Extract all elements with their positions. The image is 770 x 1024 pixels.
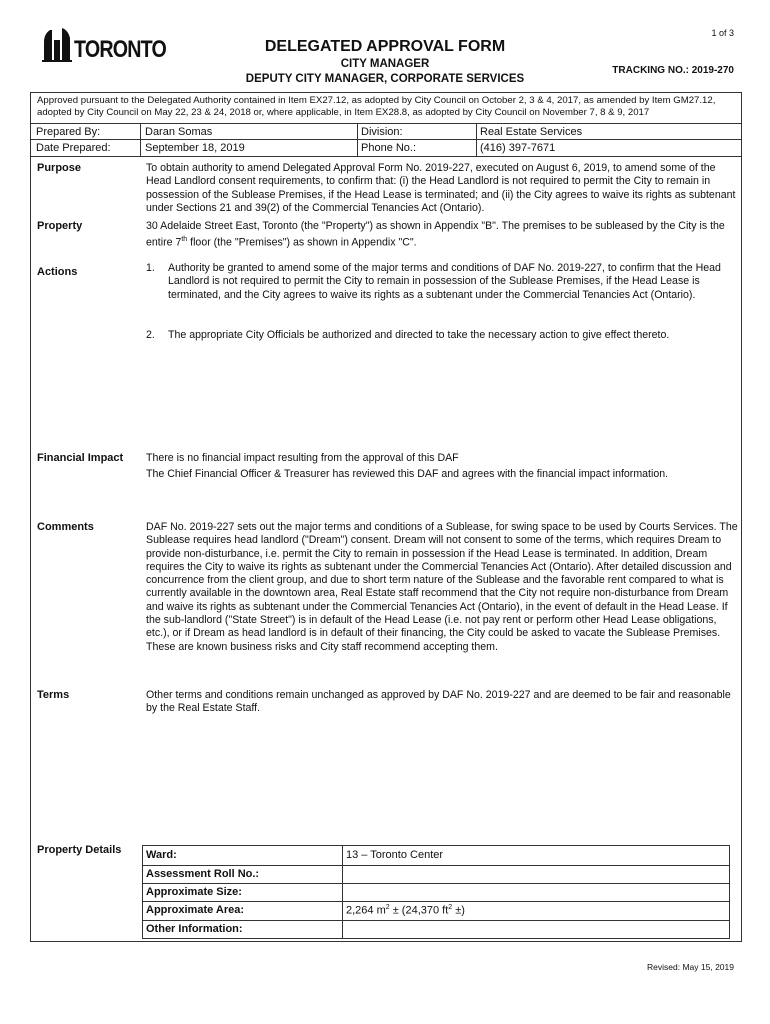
action-1-number: 1. xyxy=(146,262,155,274)
purpose-label: Purpose xyxy=(37,162,82,174)
divider xyxy=(30,123,742,124)
date-prepared-value: September 18, 2019 xyxy=(145,142,245,154)
financial-impact-label: Financial Impact xyxy=(37,452,124,464)
assessment-roll-label: Assessment Roll No.: xyxy=(146,868,260,880)
property-label: Property xyxy=(37,220,83,232)
property-text-b: floor (the "Premises") as shown in Appendix "C". xyxy=(187,236,417,249)
area-sup-2: 2 xyxy=(448,904,453,911)
property-details-label: Property Details xyxy=(37,844,122,856)
comments-label: Comments xyxy=(37,521,94,533)
area-part-b: ± (24,370 ft xyxy=(389,904,449,917)
subtitle-city-manager: CITY MANAGER xyxy=(340,58,430,70)
area-sup-1: 2 xyxy=(385,904,390,911)
approved-text: Approved pursuant to the Delegated Authority contained in Item EX27.12, as adopted by City Council on October 2, 3 & 4, 2017, as amended by Item GM27.12, adopted by City Council on May 22, 23 & 24, 2018 or, where applicable, in Item EX28.8, as adopted by City Council on November 7, 8 & 9, 2017 xyxy=(37,95,716,118)
ward-label: Ward: xyxy=(146,849,177,861)
action-2-text: The appropriate City Officials be authorized and directed to take the necessary action to give effect thereto. xyxy=(168,329,670,341)
purpose-text: To obtain authority to amend Delegated Approval Form No. 2019-227, executed on August 6, 2019, to amend some of the Head Landlord consent requirements, to confirm that: (i) the Head Landlord is not required to permit the City to remain in possession of the Sublease Premises, if the Head Lease is terminated; and (ii) the City agrees to waive its rights as subtenant under Sections 21 and 39(2) of the Commercial Tenancies Act (Ontario). xyxy=(146,162,736,214)
subtitle-deputy: DEPUTY CITY MANAGER, CORPORATE SERVICES xyxy=(245,73,525,85)
area-part-c: ±) xyxy=(452,904,465,917)
actions-label: Actions xyxy=(37,266,78,278)
divider xyxy=(140,123,141,156)
property-details-table xyxy=(142,845,730,939)
divider xyxy=(30,156,742,157)
financial-impact-line-1: There is no financial impact resulting from the approval of this DAF xyxy=(146,452,459,464)
phone-label: Phone No.: xyxy=(361,142,417,154)
other-information-label: Other Information: xyxy=(146,923,243,935)
action-1-text: Authority be granted to amend some of the major terms and conditions of DAF No. 2019-227, to confirm that the Head Landlord is not required to permit the City to remain in possession of the Sublease Premises, if the Head Lease is terminated, and the City agrees to waive its rights as a subtenant under the Commercial Tenancies Act (Ontario). xyxy=(168,262,721,301)
ward-value: 13 – Toronto Center xyxy=(346,849,444,861)
date-prepared-label: Date Prepared: xyxy=(36,142,111,154)
approximate-area-label: Approximate Area: xyxy=(146,904,245,916)
terms-text: Other terms and conditions remain unchanged as approved by DAF No. 2019-227 and are deemed to be fair and reasonable by the Real Estate Staff. xyxy=(146,689,731,715)
form-title: DELEGATED APPROVAL FORM xyxy=(264,38,506,55)
property-text-a: 30 Adelaide Street East, Toronto (the "Property") as shown in Appendix "B". The premises to be subleased by the City is the entire 7 xyxy=(146,220,725,249)
property-sup: th xyxy=(181,236,188,244)
property-text xyxy=(146,220,738,250)
revised-date: Revised: May 15, 2019 xyxy=(647,962,734,972)
divider xyxy=(476,123,477,156)
tracking-number: TRACKING NO.: 2019-270 xyxy=(612,65,734,76)
division-label: Division: xyxy=(361,126,403,138)
action-2-number: 2. xyxy=(146,329,155,341)
logo-wordmark: TORONTO xyxy=(74,36,166,63)
division-value: Real Estate Services xyxy=(480,126,583,138)
phone-value: (416) 397-7671 xyxy=(480,142,556,154)
financial-impact-line-2: The Chief Financial Officer & Treasurer has reviewed this DAF and agrees with the financial impact information. xyxy=(146,468,669,480)
divider xyxy=(30,139,742,140)
terms-label: Terms xyxy=(37,689,70,701)
divider xyxy=(357,123,358,156)
approximate-size-label: Approximate Size: xyxy=(146,886,242,898)
comments-text: DAF No. 2019-227 sets out the major terms and conditions of a Sublease, for swing space to be used by Courts Services. The Sublease requires head landlord ("Dream") consent. Dream will not consent to some of the terms, which requires Dream to provide non-disturbance, i.e. permit the City to remain in possession if the Head Lease is terminated. In addition, Dream requires the City to waive its rights as subtenant under the Commercial Tenancies Act (Ontario). After detailed discussion and concurrence from the client group, and due to short term nature of the Sublease and the favorable rent compared to what is currently available in the downtown area, Real Estate staff recommend that the City not require non-disturbance from Dream and waive its rights as subtenant under the Commercial Tenancies Act (Ontario), in the event of default in the Head Lease. If the sub-landlord ("State Street") is in default of the Head Lease (i.e. not pay rent or perform other Head Lease obligations, etc.), or if Dream as head landlord is in default of their financing, the City could be asked to vacate the Sublease Premises. These are known business risks and City staff recommend accepting them. xyxy=(146,521,738,653)
approximate-area-value xyxy=(346,904,465,917)
prepared-by-label: Prepared By: xyxy=(36,126,101,138)
prepared-by-value: Daran Somas xyxy=(145,126,213,138)
page-number: 1 of 3 xyxy=(711,28,734,38)
area-part-a: 2,264 m xyxy=(346,904,386,917)
